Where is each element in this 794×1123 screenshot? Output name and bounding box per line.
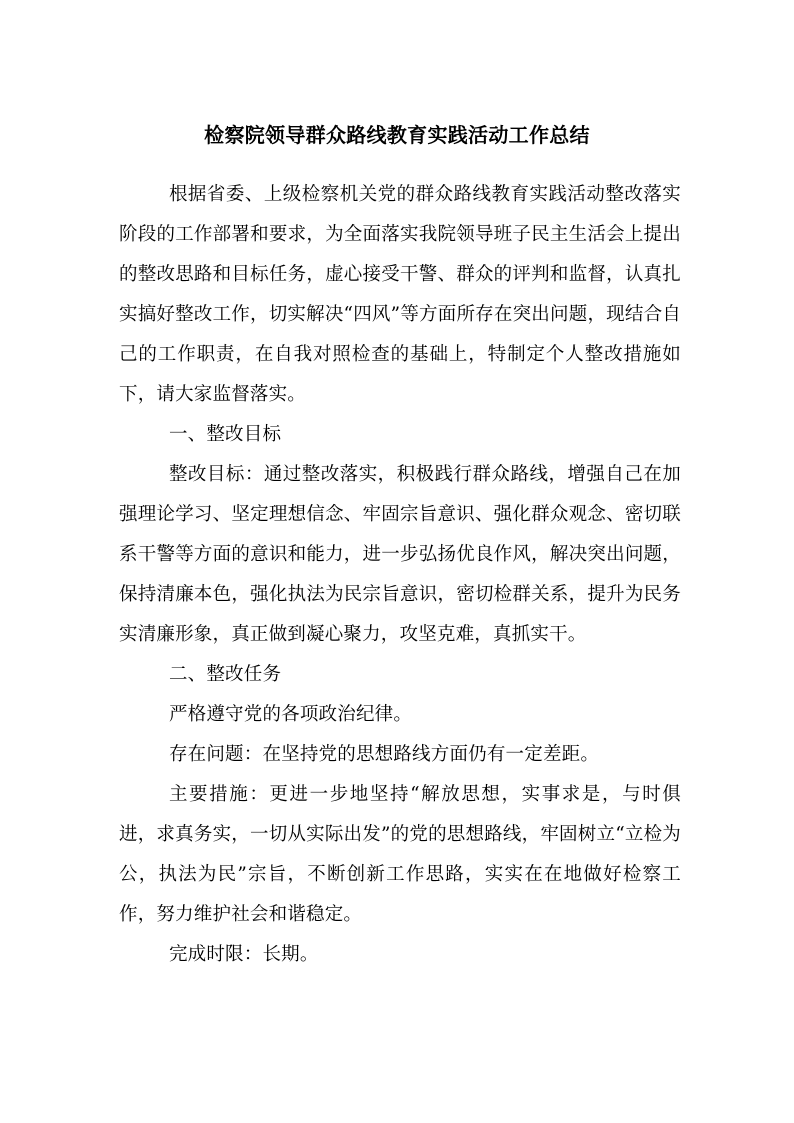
section-heading-tasks: 二、整改任务 xyxy=(168,664,282,685)
document-body xyxy=(119,175,681,975)
deadline-paragraph: 完成时限：长期。 xyxy=(168,944,319,965)
document-title: 检察院领导群众路线教育实践活动工作总结 xyxy=(204,123,590,147)
measures-paragraph: 主要措施：更进一步地坚持“解放思想，实事求是，与时俱进，求真务实，一切从实际出发”的党的思想路线，牢固树立“立检为公，执法为民”宗旨，不断创新工作思路，实实在在地做好检察工作，努力维护社会和谐稳定。 xyxy=(119,784,681,925)
section-heading-goals: 一、整改目标 xyxy=(168,424,282,445)
task-item-paragraph: 严格遵守党的各项政治纪律。 xyxy=(168,704,413,725)
intro-paragraph: 根据省委、上级检察机关党的群众路线教育实践活动整改落实阶段的工作部署和要求，为全面落实我院领导班子民主生活会上提出的整改思路和目标任务，虚心接受干警、群众的评判和监督，认真扎实搞好整改工作，切实解决“四风”等方面所存在突出问题，现结合自己的工作职责，在自我对照检查的基础上，特制定个人整改措施如下，请大家监督落实。 xyxy=(119,184,681,405)
problem-paragraph: 存在问题：在坚持党的思想路线方面仍有一定差距。 xyxy=(168,744,600,765)
goals-paragraph: 整改目标：通过整改落实，积极践行群众路线，增强自己在加强理论学习、坚定理想信念、牢固宗旨意识、强化群众观念、密切联系干警等方面的意识和能力，进一步弘扬优良作风，解决突出问题，保持清廉本色，强化执法为民宗旨意识，密切检群关系，提升为民务实清廉形象，真正做到凝心聚力，攻坚克难，真抓实干。 xyxy=(119,464,681,645)
